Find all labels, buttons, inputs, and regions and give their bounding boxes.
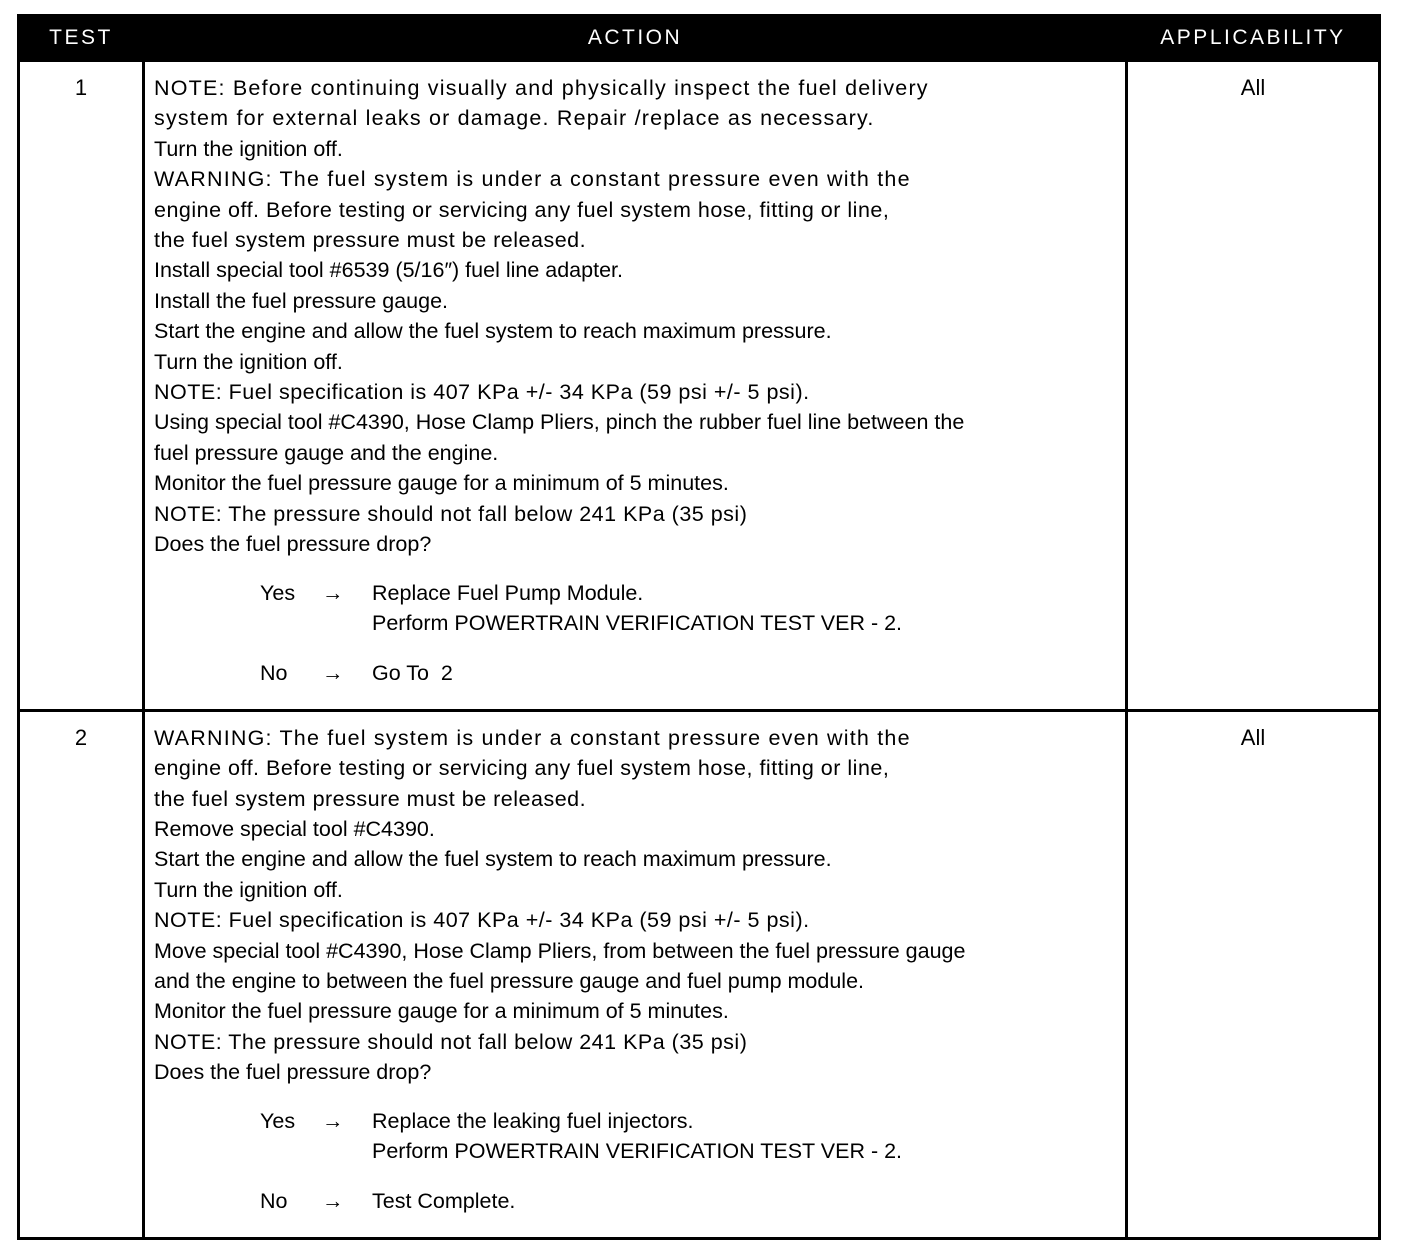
table-header: [20, 17, 1378, 59]
applicability-value: All: [1240, 75, 1266, 100]
action-line: system for external leaks or damage. Repair /replace as necessary.: [154, 106, 875, 131]
yes-action: Perform POWERTRAIN VERIFICATION TEST VER - 2.: [372, 1139, 903, 1163]
action-cell: [142, 62, 1128, 709]
no-action: Go To 2: [372, 661, 453, 686]
action-line: NOTE: The pressure should not fall below 241 KPa (35 psi): [154, 1029, 748, 1054]
action-line: and the engine to between the fuel pressure gauge and fuel pump module.: [154, 968, 865, 993]
action-line: Does the fuel pressure drop?: [154, 532, 432, 557]
action-line: the fuel system pressure must be released.: [154, 228, 587, 253]
action-line: Turn the ignition off.: [154, 877, 343, 902]
arrow-right-icon: →: [322, 580, 344, 605]
result-options: [260, 578, 1119, 689]
yes-action: Replace the leaking fuel injectors.: [372, 1108, 694, 1133]
action-cell: [142, 712, 1128, 1237]
test-row-1: [20, 59, 1378, 709]
action-line: Start the engine and allow the fuel system to reach maximum pressure.: [154, 319, 832, 344]
arrow-right-icon: →: [322, 1108, 344, 1133]
action-line: NOTE: Before continuing visually and physically inspect the fuel delivery: [154, 76, 929, 100]
yes-label: Yes: [260, 1108, 296, 1133]
action-line: engine off. Before testing or servicing any fuel system hose, fitting or line,: [154, 756, 890, 781]
test-number: 1: [74, 75, 88, 100]
action-line: engine off. Before testing or servicing any fuel system hose, fitting or line,: [154, 197, 890, 222]
yes-option: [260, 578, 1119, 639]
action-line: NOTE: Fuel specification is 407 KPa +/- 34 KPa (59 psi +/- 5 psi).: [154, 380, 810, 405]
action-line: Install the fuel pressure gauge.: [154, 288, 449, 313]
action-line: Turn the ignition off.: [154, 349, 343, 374]
test-row-2: [20, 709, 1378, 1237]
diagnostic-table: [17, 14, 1381, 1240]
no-label: No: [260, 1189, 288, 1214]
no-label: No: [260, 661, 288, 686]
action-line: Using special tool #C4390, Hose Clamp Pliers, pinch the rubber fuel line between the: [154, 410, 965, 435]
action-line: the fuel system pressure must be released.: [154, 786, 587, 811]
action-line: fuel pressure gauge and the engine.: [154, 440, 499, 465]
action-line: Monitor the fuel pressure gauge for a minimum of 5 minutes.: [154, 999, 729, 1024]
action-line: Start the engine and allow the fuel system to reach maximum pressure.: [154, 847, 832, 872]
action-line: WARNING: The fuel system is under a constant pressure even with the: [154, 725, 911, 750]
result-options: [260, 1106, 1119, 1217]
header-applicability: APPLICABILITY: [1160, 26, 1346, 49]
action-line: Remove special tool #C4390.: [154, 816, 435, 841]
action-line: Monitor the fuel pressure gauge for a minimum of 5 minutes.: [154, 471, 729, 496]
arrow-right-icon: →: [322, 661, 344, 686]
action-line: Move special tool #C4390, Hose Clamp Pliers, from between the fuel pressure gauge: [154, 938, 966, 963]
no-option: [260, 658, 1119, 688]
yes-action: Perform POWERTRAIN VERIFICATION TEST VER - 2.: [372, 610, 903, 635]
no-option: [260, 1186, 1119, 1216]
action-line: WARNING: The fuel system is under a constant pressure even with the: [154, 167, 911, 192]
header-action: ACTION: [587, 26, 683, 49]
action-line: NOTE: Fuel specification is 407 KPa +/- 34 KPa (59 psi +/- 5 psi).: [154, 908, 810, 933]
action-line: Does the fuel pressure drop?: [154, 1060, 432, 1085]
action-line: NOTE: The pressure should not fall below 241 KPa (35 psi): [154, 501, 748, 526]
yes-action: Replace Fuel Pump Module.: [372, 580, 644, 605]
header-test: TEST: [49, 26, 113, 49]
action-line: Turn the ignition off.: [154, 136, 343, 161]
arrow-right-icon: →: [322, 1189, 344, 1214]
no-action: Test Complete.: [372, 1189, 516, 1214]
yes-option: [260, 1106, 1119, 1167]
applicability-value: All: [1240, 724, 1266, 750]
yes-label: Yes: [260, 580, 296, 605]
test-number: 2: [74, 724, 88, 750]
action-line: Install special tool #6539 (5/16″) fuel line adapter.: [154, 258, 623, 283]
